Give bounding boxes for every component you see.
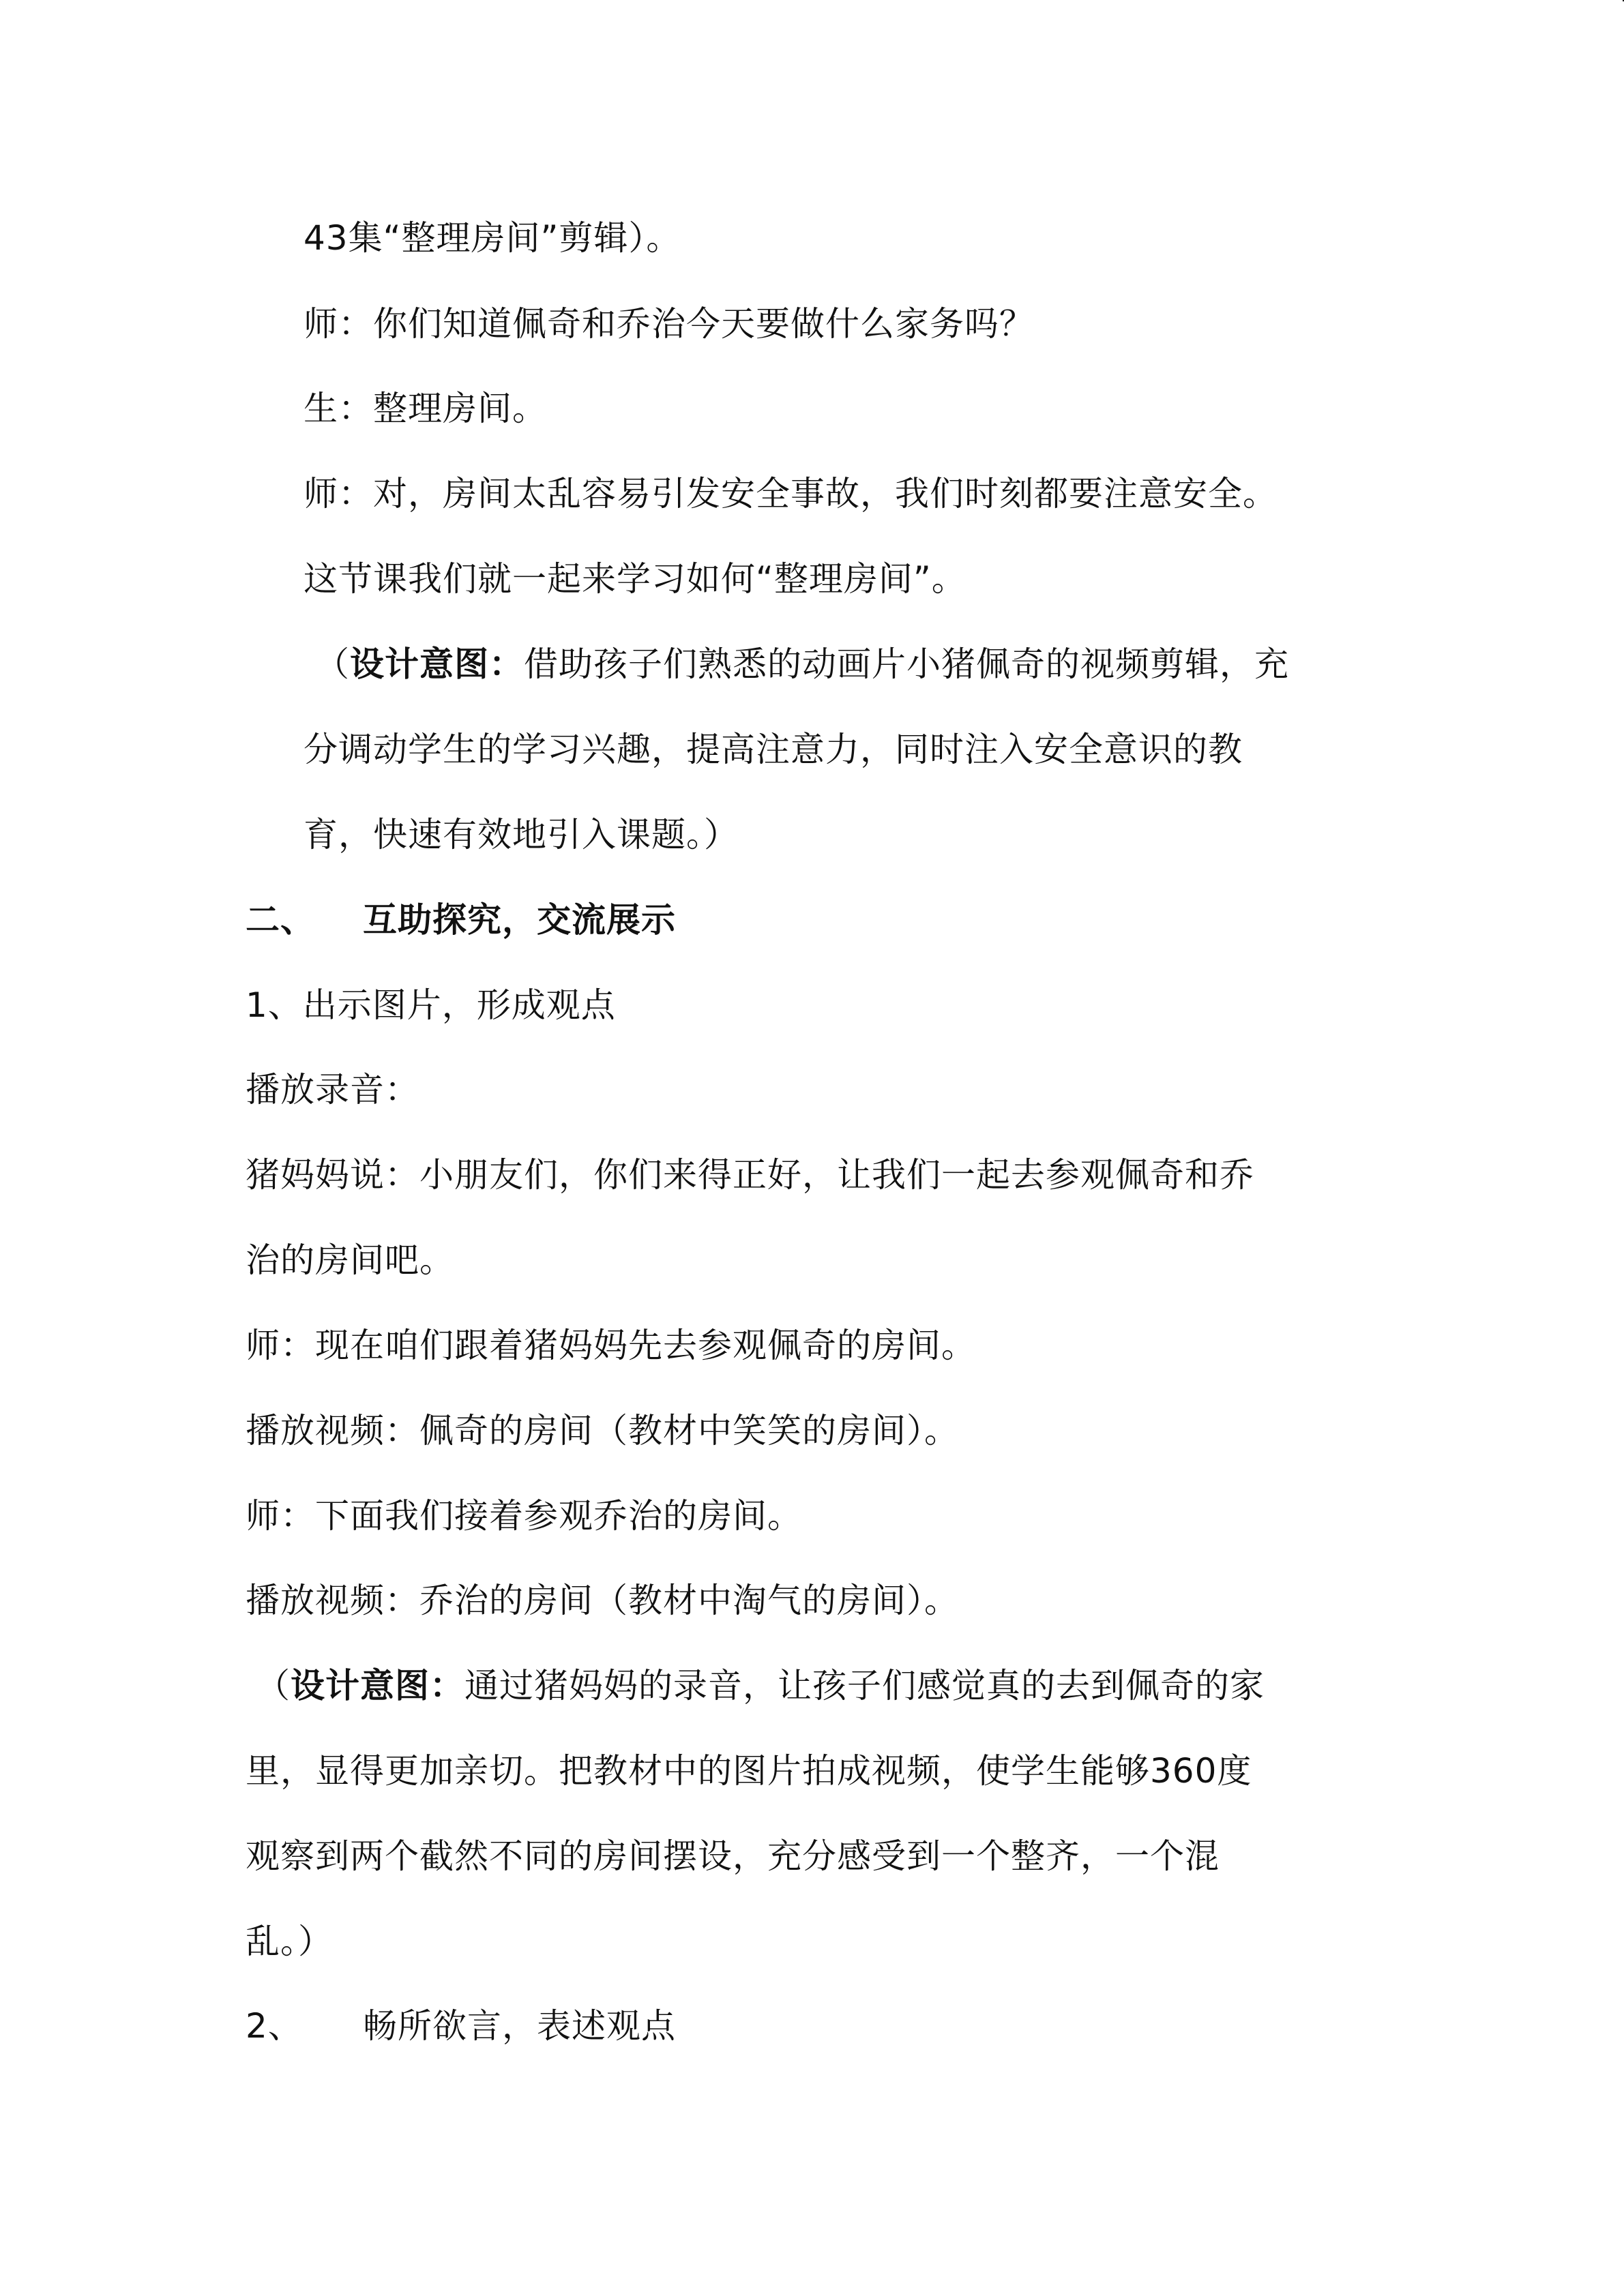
section-number: 二、 <box>246 900 315 940</box>
design-intent-label: 设计意图： <box>350 644 524 684</box>
paragraph-video-clip: 43集“整理房间”剪辑）。 <box>304 218 681 258</box>
design-intent-1-line2: 分调动学生的学习兴趣，提高注意力，同时注入安全意识的教 <box>304 730 1243 769</box>
step-1-heading: 1、出示图片，形成观点 <box>246 985 616 1025</box>
design-intent-text: 借助孩子们熟悉的动画片小猪佩奇的视频剪辑，充 <box>524 644 1289 684</box>
teacher-line-1: 师：现在咱们跟着猪妈妈先去参观佩奇的房间。 <box>246 1326 976 1365</box>
design-intent-2-line2: 里，显得更加亲切。把教材中的图片拍成视频，使学生能够360度 <box>246 1751 1252 1791</box>
play-audio-label: 播放录音： <box>246 1070 419 1109</box>
design-intent-2-line1 <box>256 1665 1265 1707</box>
open-paren: （ <box>256 1666 291 1705</box>
design-intent-2-line3: 观察到两个截然不同的房间摆设，充分感受到一个整齐，一个混 <box>246 1836 1220 1876</box>
mom-pig-speech-line1: 猪妈妈说：小朋友们，你们来得正好，让我们一起去参观佩奇和乔 <box>246 1155 1254 1195</box>
lesson-intro: 这节课我们就一起来学习如何“整理房间”。 <box>304 559 966 599</box>
step-title: 畅所欲言，表述观点 <box>363 2006 676 2046</box>
design-intent-2-line4: 乱。） <box>246 1922 333 1961</box>
design-intent-1-line3: 育，快速有效地引入课题。） <box>304 815 739 854</box>
teacher-remark: 师：对，房间太乱容易引发安全事故，我们时刻都要注意安全。 <box>304 474 1278 513</box>
play-video-1: 播放视频：佩奇的房间（教材中笑笑的房间）。 <box>246 1411 959 1450</box>
teacher-question: 师：你们知道佩奇和乔治今天要做什么家务吗？ <box>304 304 1034 344</box>
design-intent-text: 通过猪妈妈的录音，让孩子们感觉真的去到佩奇的家 <box>464 1666 1265 1705</box>
step-2-heading <box>246 2005 859 2047</box>
section-title: 互助探究，交流展示 <box>363 900 676 940</box>
play-video-2: 播放视频：乔治的房间（教材中淘气的房间）。 <box>246 1581 959 1620</box>
open-paren: （ <box>315 644 350 684</box>
section-heading <box>246 899 859 941</box>
design-intent-1-line1 <box>315 643 1289 685</box>
design-intent-label: 设计意图： <box>291 1666 464 1705</box>
student-answer: 生：整理房间。 <box>304 389 547 428</box>
step-number: 2、 <box>246 2006 303 2046</box>
mom-pig-speech-line2: 治的房间吧。 <box>246 1240 454 1280</box>
teacher-line-2: 师：下面我们接着参观乔治的房间。 <box>246 1496 802 1536</box>
